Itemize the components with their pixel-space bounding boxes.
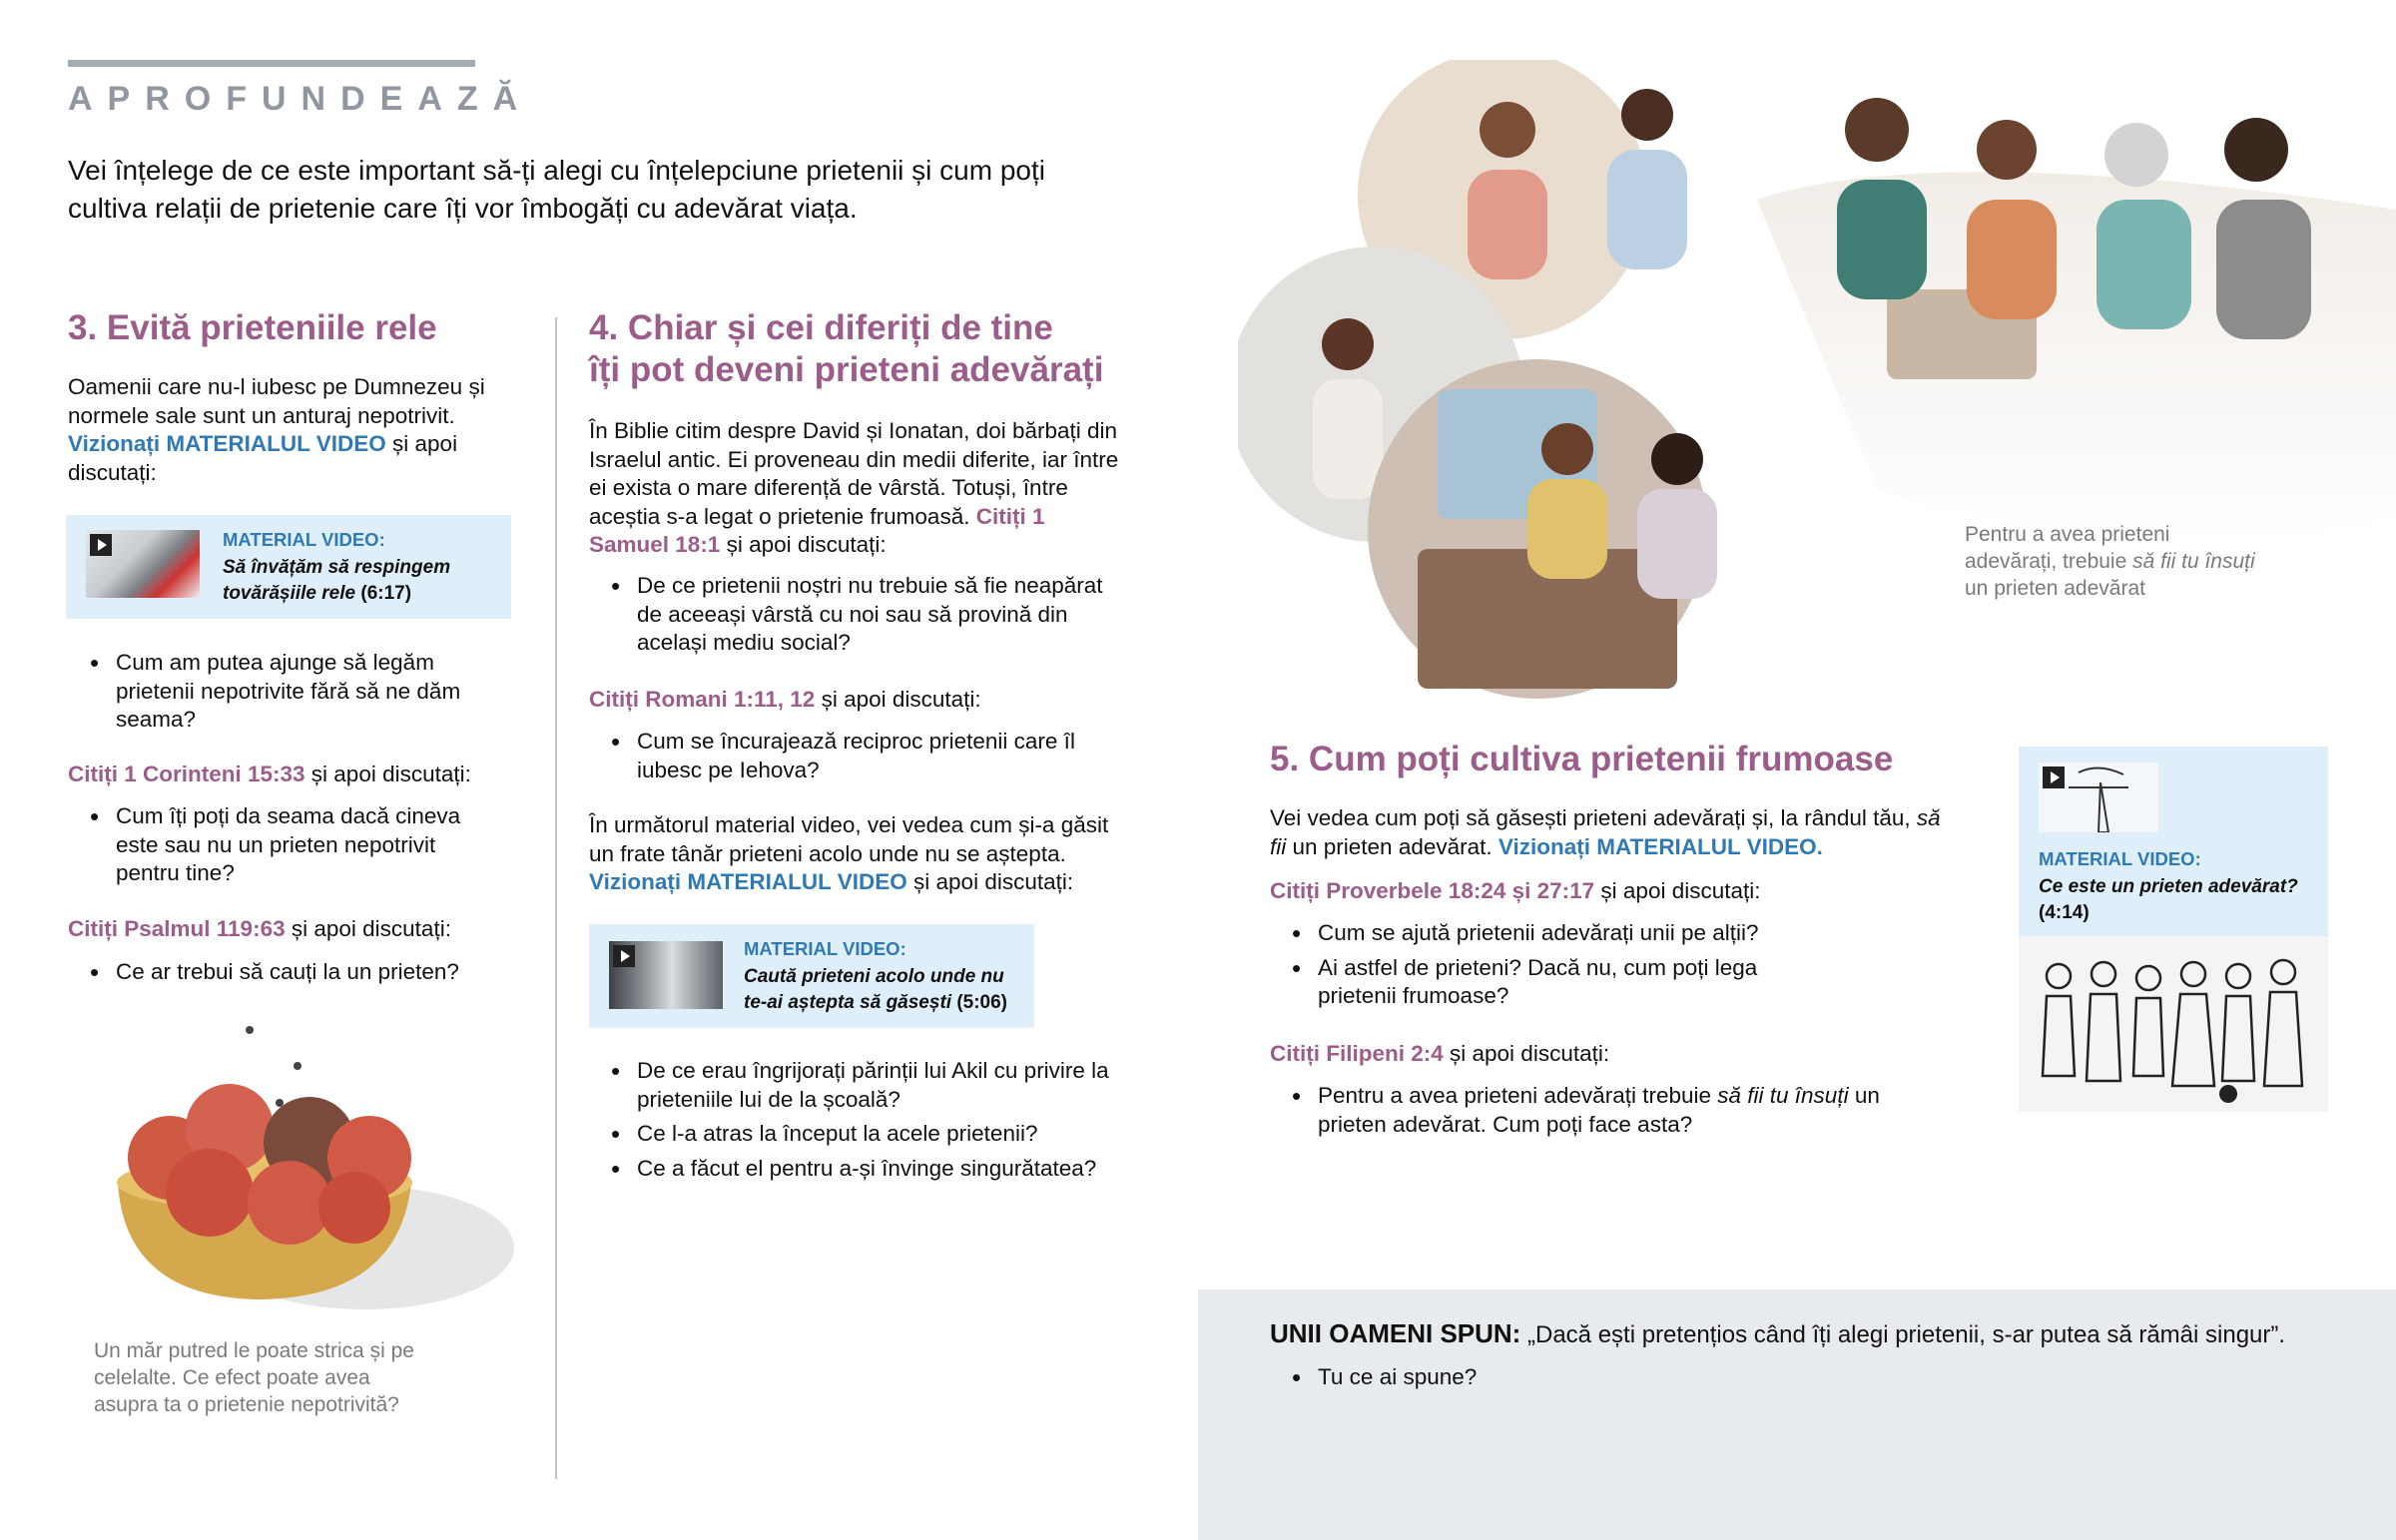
scripture-ref[interactable]: Citiți 1 Corinteni 15:33 (68, 762, 305, 786)
section-4-paragraph-2 (589, 811, 1133, 897)
section-4-reading-2 (589, 686, 981, 715)
scripture-ref[interactable]: Citiți 1 Samuel 18:1 (589, 503, 1045, 557)
some-say-label: UNII OAMENI SPUN: (1270, 1318, 1521, 1348)
section-5-reading-2 (1270, 1040, 1609, 1069)
video-thumbnail[interactable] (2039, 763, 2158, 832)
video-title (2039, 874, 2318, 926)
people-sketch-panel (2019, 936, 2328, 1112)
people-sketch-illustration (2019, 936, 2328, 1112)
section-3-questions-b (68, 802, 497, 894)
reading-suffix: și apoi discutați: (1594, 878, 1761, 903)
video-duration: (5:06) (956, 992, 1008, 1013)
video-title (744, 964, 1013, 1016)
some-say-quote: „Dacă ești pretențios când îți alegi prietenii, s-ar putea să rămâi singur”. (1520, 1321, 2286, 1348)
video-label: MATERIAL VIDEO: (2039, 848, 2201, 869)
scripture-ref[interactable]: Citiți Psalmul 119:63 (68, 916, 286, 941)
header-rule (68, 60, 475, 67)
intro-text: Vei înțelege de ce este important să-ți alegi cu înțelepciune prietenii și cum poți cultiva relații de prietenie care îți vor îmbogăți cu adevărat viața. (68, 155, 1046, 224)
section-3-reading-1 (68, 761, 471, 789)
section-4-questions-c (589, 1057, 1133, 1189)
video-title-text: Ce este un prieten adevărat? (2039, 876, 2298, 897)
section-5-text-a: Vei vedea cum poți să găsești prieteni adevărați și, la rândul tău, (1270, 805, 1917, 830)
section-3-reading-2 (68, 915, 451, 944)
reading-suffix: și apoi discutați: (304, 762, 471, 786)
scripture-ref[interactable]: Citiți Filipeni 2:4 (1270, 1041, 1444, 1066)
question-item: • Ce a făcut el pentru a-și învinge singurătatea? (589, 1155, 1133, 1184)
section-4-title-line-1: 4. Chiar și cei diferiți de tine (589, 308, 1053, 347)
section-4-paragraph-1 (589, 417, 1123, 560)
section-5-questions-a (1270, 919, 1829, 1017)
section-4-watch-link[interactable]: Vizionați MATERIALUL VIDEO (589, 869, 907, 894)
scripture-ref[interactable]: Citiți Proverbele 18:24 și 27:17 (1270, 878, 1595, 903)
reading-suffix: și apoi discutați: (1443, 1041, 1610, 1066)
question-item: • De ce prietenii noștri nu trebuie să fie neapărat de aceeași vârstă cu noi sau să provină din același mediu social? (589, 572, 1133, 658)
play-icon[interactable] (2043, 767, 2065, 788)
question-text-a: Pentru a avea prieteni adevărați trebuie (1318, 1083, 1718, 1108)
caption-text-b: un prieten adevărat (1965, 577, 2145, 600)
video-label: MATERIAL VIDEO: (744, 938, 906, 959)
section-5-title: 5. Cum poți cultiva prietenii frumoase (1270, 740, 1894, 778)
question-italic: să fii tu însuți (1717, 1083, 1849, 1108)
section-3-paragraph (68, 373, 507, 487)
section-5-questions-b (1270, 1082, 1889, 1145)
rotten-apple-basket-illustration (100, 1008, 529, 1317)
section-4-title (589, 307, 1148, 391)
caption-text-a: Pentru a avea prieteni adevărați, trebuie (1965, 523, 2170, 573)
video-label: MATERIAL VIDEO: (223, 529, 385, 550)
section-3-title: 3. Evită prieteniile rele (68, 308, 437, 347)
question-item: • Cum am putea ajunge să legăm prietenii nepotrivite fără să ne dăm seama? (68, 649, 497, 735)
reading-suffix: și apoi discutați: (815, 687, 981, 712)
play-icon[interactable] (613, 945, 635, 967)
question-item: • De ce erau îngrijorați părinții lui Akil cu privire la prieteniile lui de la școală? (589, 1057, 1133, 1114)
friends-caption (1965, 521, 2264, 602)
reading-suffix: și apoi discutați: (285, 916, 451, 941)
section-3-watch-link[interactable]: Vizionați MATERIALUL VIDEO (68, 431, 386, 456)
section-3-after-watch: și apoi discutați: (68, 431, 458, 485)
section-5-watch-link[interactable]: Vizionați MATERIALUL VIDEO. (1498, 833, 1823, 859)
question-item (1270, 1082, 1889, 1139)
question-item: • Cum îți poți da seama dacă cineva este sau nu un prieten nepotrivit pentru tine? (68, 802, 497, 888)
section-5-reading-1 (1270, 877, 1761, 906)
section-3-questions-a (68, 649, 497, 741)
section-5-paragraph (1270, 804, 1949, 861)
video-title (223, 555, 492, 607)
video-title-text: Să învățăm să respingem tovărășiile rele (223, 557, 451, 604)
section-4-title-line-2: îți pot deveni prieteni adevărați (589, 350, 1104, 389)
scripture-ref[interactable]: Citiți Romani 1:11, 12 (589, 687, 816, 712)
video-duration: (4:14) (2039, 902, 2090, 923)
section-3-text: Oamenii care nu-l iubesc pe Dumnezeu și normele sale sunt un anturaj nepotrivit. (68, 374, 485, 428)
friends-illustration (1238, 60, 2396, 719)
question-item: • Cum se ajută prietenii adevărați unii pe alții? (1270, 919, 1829, 948)
question-item: • Ce ar trebui să cauți la un prieten? (68, 958, 497, 987)
section-4-text: În Biblie citim despre David și Ionatan, doi bărbați din Israelul antic. Ei proveneau din medii diferite, iar între ei exista o mare diferență de vârstă. Totuși, între aceștia s-a legat o prietenie frumoasă. (589, 418, 1119, 529)
question-item: • Ce l-a atras la început la acele prietenii? (589, 1120, 1133, 1149)
question-item: • Cum se încurajează reciproc prietenii care îl iubesc pe Iehova? (589, 728, 1133, 784)
section-4-after-watch: și apoi discutați: (906, 869, 1074, 894)
section-5-text-italic: să fii (1270, 805, 1941, 859)
video-thumbnail[interactable] (86, 530, 200, 598)
section-3-questions-c (68, 958, 497, 993)
some-say-statement (1270, 1317, 2378, 1351)
video-duration: (6:17) (360, 583, 412, 604)
column-divider (555, 317, 557, 1479)
section-5-video-card[interactable] (2019, 747, 2328, 936)
section-kicker: APROFUNDEAZĂ (68, 80, 533, 118)
video-title-text: Caută prieteni acolo unde nu te-ai aștepta să găsești (744, 966, 1004, 1013)
question-text-b: un prieten adevărat. Cum poți face asta? (1318, 1083, 1880, 1137)
section-4-questions-a (589, 572, 1133, 664)
video-thumbnail[interactable] (609, 941, 723, 1009)
play-icon[interactable] (90, 534, 112, 556)
some-say-questions (1270, 1363, 1869, 1398)
section-4-text-2: În următorul material video, vei vedea cum și-a găsit un frate tânăr prieteni acolo unde nu se aștepta. (589, 812, 1109, 866)
section-3-video-card[interactable] (66, 515, 511, 619)
caption-italic: să fii tu însuți (2132, 550, 2255, 573)
question-item: • Tu ce ai spune? (1270, 1363, 1869, 1392)
reading-suffix: și apoi discutați: (720, 532, 887, 557)
question-item: • Ai astfel de prieteni? Dacă nu, cum poți lega prietenii frumoase? (1270, 954, 1829, 1011)
section-4-video-card[interactable] (589, 924, 1034, 1028)
apple-caption: Un măr putred le poate strica și pe celelalte. Ce efect poate avea asupra ta o prietenie nepotrivită? (94, 1339, 414, 1416)
section-4-questions-b (589, 728, 1133, 790)
section-5-text-b: un prieten adevărat. (1286, 833, 1498, 859)
